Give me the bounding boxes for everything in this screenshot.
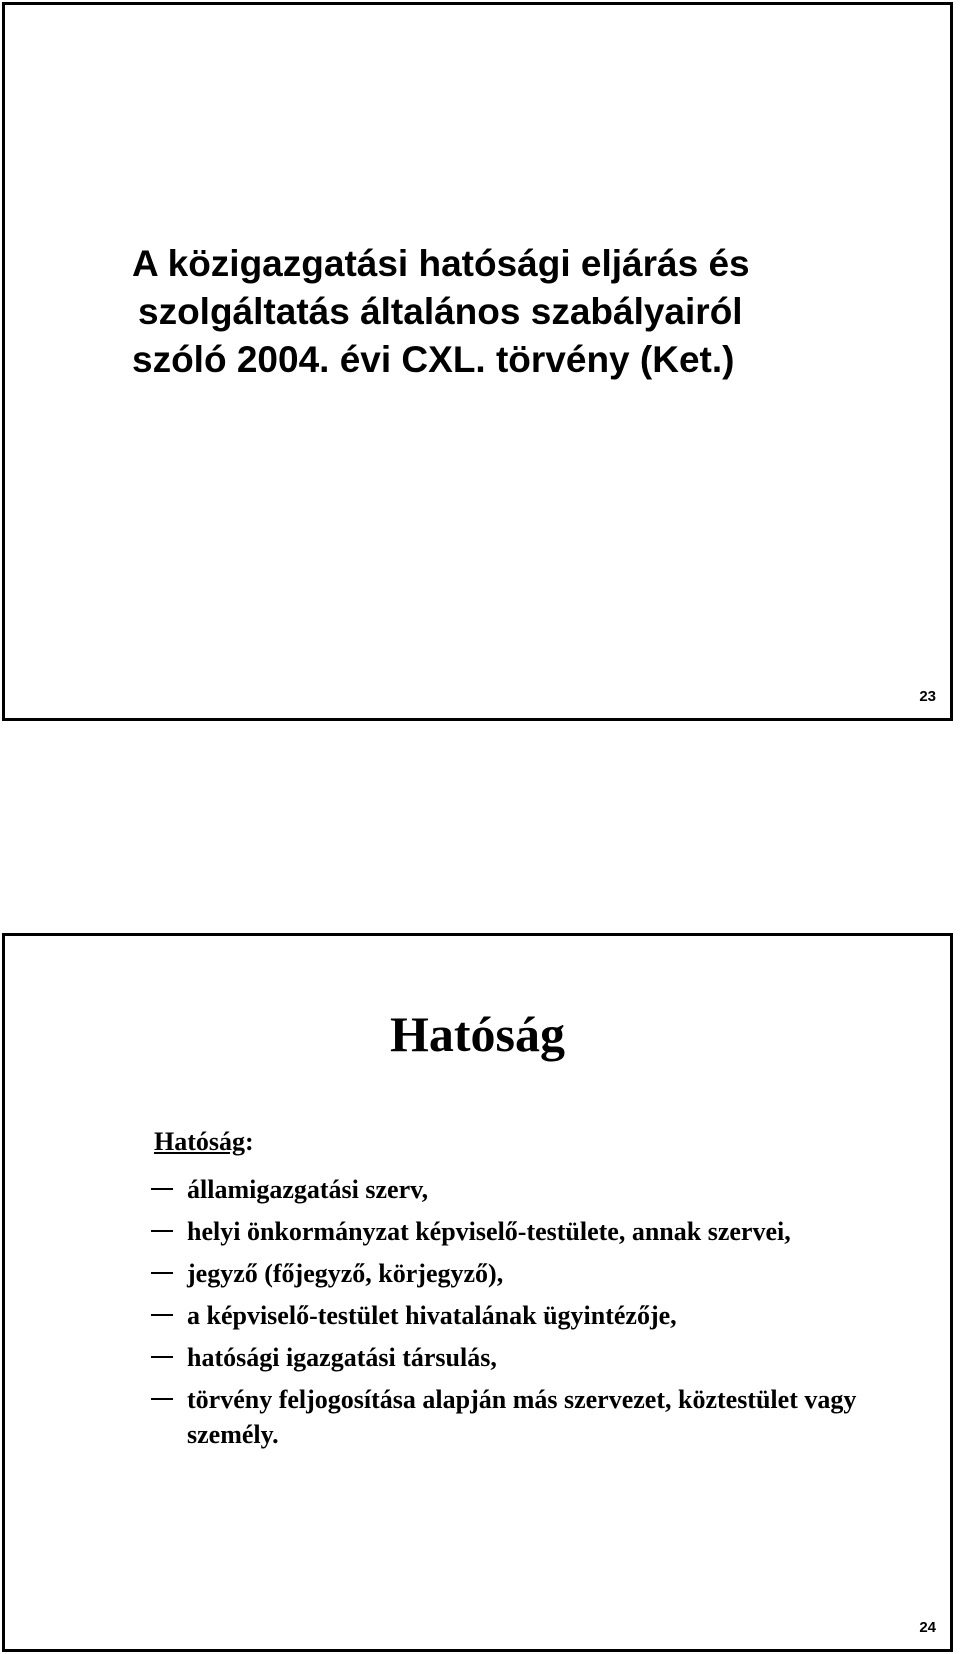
lead-label bbox=[154, 1126, 254, 1158]
list-item bbox=[151, 1256, 911, 1291]
dash-bullet-icon bbox=[151, 1314, 173, 1316]
dash-bullet-icon bbox=[151, 1188, 173, 1190]
lead-suffix: : bbox=[245, 1127, 254, 1156]
title-line-1: A közigazgatási hatósági eljárás és bbox=[132, 243, 750, 284]
slide-24 bbox=[2, 933, 953, 1652]
dash-bullet-icon bbox=[151, 1398, 173, 1400]
list-item-text: törvény feljogosítása alapján más szervezet, köztestület vagy személy. bbox=[187, 1385, 857, 1449]
dash-bullet-icon bbox=[151, 1356, 173, 1358]
slide-23-title bbox=[132, 240, 932, 384]
list-item-text: hatósági igazgatási társulás, bbox=[187, 1343, 497, 1372]
list-item-text: jegyző (főjegyző, körjegyző), bbox=[187, 1259, 504, 1288]
list-item bbox=[151, 1382, 911, 1452]
list-item bbox=[151, 1340, 911, 1375]
list-item-text: helyi önkormányzat képviselő-testülete, annak szervei, bbox=[187, 1217, 791, 1246]
slide-number: 24 bbox=[919, 1619, 936, 1636]
slide-number: 23 bbox=[919, 688, 936, 705]
bullet-list bbox=[151, 1172, 911, 1459]
list-item bbox=[151, 1214, 911, 1249]
dash-bullet-icon bbox=[151, 1230, 173, 1232]
list-item-text: államigazgatási szerv, bbox=[187, 1175, 429, 1204]
list-item bbox=[151, 1298, 911, 1333]
list-item bbox=[151, 1172, 911, 1207]
slide-24-title: Hatóság bbox=[390, 1006, 565, 1062]
dash-bullet-icon bbox=[151, 1272, 173, 1274]
list-item-text: a képviselő-testület hivatalának ügyintézője, bbox=[187, 1301, 677, 1330]
slide-23 bbox=[2, 2, 953, 721]
lead-word: Hatóság bbox=[154, 1127, 245, 1156]
title-line-2: szolgáltatás általános szabályairól bbox=[138, 291, 743, 332]
title-line-3: szóló 2004. évi CXL. törvény (Ket.) bbox=[132, 339, 735, 380]
